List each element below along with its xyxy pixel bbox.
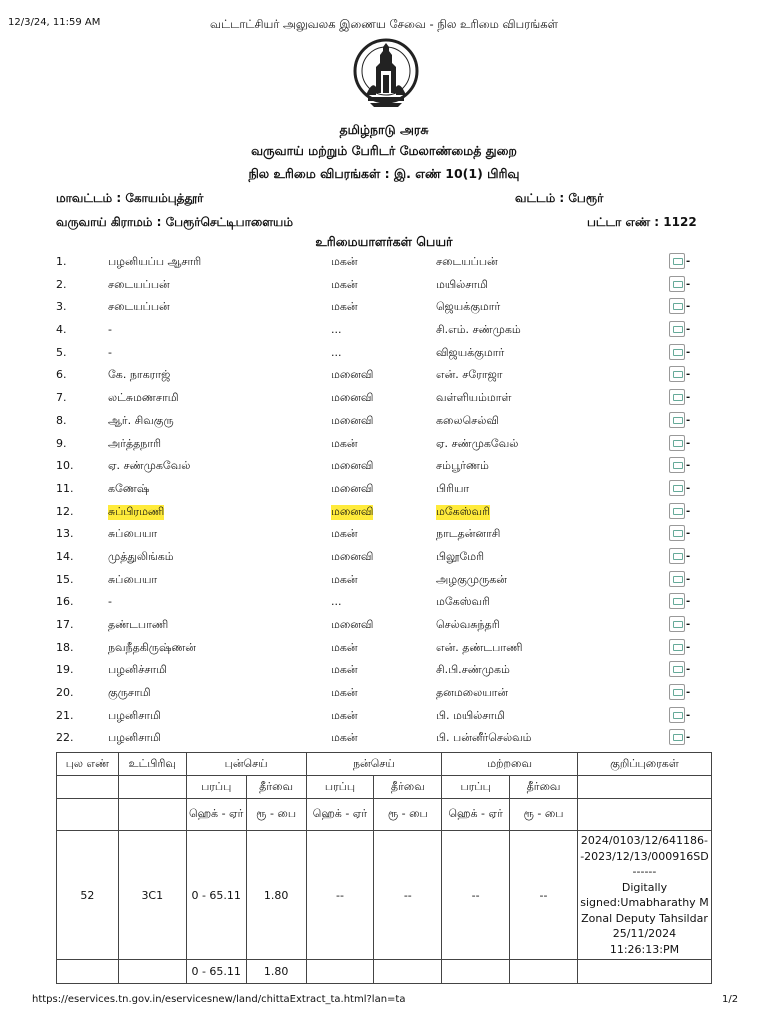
subheader-tax: தீர்வை [510,776,578,799]
owner-relation: மகன் [331,731,358,745]
page-number: 1/2 [722,994,739,1005]
remarks-cell [577,831,711,960]
owner-name: பழனிசாமி [108,731,161,745]
owner-number: 11. [56,481,74,495]
list-item [56,593,716,616]
unit-area: ஹெக் - ஏர் [442,799,510,831]
owner-relation: மனைவி [331,549,374,563]
relative-name: மகேஸ்வரி [436,595,490,609]
tamilnadu-emblem-icon [352,37,420,111]
owner-name: சுப்பையா [108,572,158,586]
broken-image-icon: - [669,321,691,338]
list-item [56,729,716,752]
owner-number: 10. [56,459,74,473]
owner-relation: ... [331,323,342,337]
relative-name: சி.பி.சண்முகம் [436,663,510,677]
owner-number: 18. [56,640,74,654]
relative-name: பி. மயில்சாமி [436,708,505,722]
relative-name: சி.எம். சண்முகம் [436,323,521,337]
owner-name: பழனிச்சாமி [108,663,167,677]
list-item [56,253,716,276]
relative-name: செல்வசுந்தரி [436,618,500,631]
owner-name: கே. நாகராஜ் [108,368,171,382]
unit-tax: ரூ - பை [374,799,442,831]
relative-name: அழகுமுருகன் [436,572,507,586]
owner-number: 20. [56,686,74,700]
relative-name: என். சரோஜா [436,368,503,382]
broken-image-icon: - [669,639,691,656]
broken-image-icon: - [669,707,691,724]
document-heading: நில உரிமை விபரங்கள் : இ. எண் 10(1) பிரிவு [248,166,520,181]
subdivision: 3C1 [118,831,186,960]
broken-image-icon: - [669,525,691,542]
owner-name: பழனியப்ப ஆசாரி [108,255,202,268]
list-item [56,344,716,367]
page-title: வட்டாட்சியர் அலுவலக இணைய சேவை - நில உரிமை விபரங்கள் [210,17,558,31]
owner-relation: மனைவி [331,391,374,405]
owner-number: 13. [56,527,74,541]
list-item [56,435,716,458]
total-punsei-area: 0 - 65.11 [186,960,246,984]
relative-name: என். தண்டபாணி [436,640,523,654]
unit-tax: ரூ - பை [510,799,578,831]
owner-relation: மகன் [331,640,358,654]
table-total-row [57,960,712,984]
owner-name: ஏ. சண்முகவேல் [108,459,191,473]
remarks-line: Zonal Deputy Tahsildar [581,911,708,925]
list-item [56,366,716,389]
print-datetime: 12/3/24, 11:59 AM [8,17,101,28]
table-header-row [57,753,712,776]
relative-name: தனமலையான் [436,686,509,700]
broken-image-icon: - [669,457,691,474]
broken-image-icon: - [669,616,691,633]
nansei-area: -- [306,831,374,960]
owner-name: சடையப்பன் [108,300,170,314]
owner-relation: மகன் [331,527,358,541]
owner-relation: மகன் [331,663,358,677]
relative-name: மயில்சாமி [436,277,488,291]
relative-name: நாடதன்னாசி [436,527,501,541]
list-item [56,480,716,503]
broken-image-icon: - [669,661,691,678]
header-survey-number: புல எண் [57,753,119,776]
table-row [57,831,712,960]
patta-number: பட்டா எண் : 1122 [587,215,697,229]
subheader-tax: தீர்வை [374,776,442,799]
relative-name: வள்ளியம்மாள் [436,391,512,405]
survey-number: 52 [57,831,119,960]
remarks-line: 11:26:13:PM [609,942,680,956]
owner-name: - [108,345,112,359]
relative-name: சம்பூர்ணம் [436,459,489,473]
header-punsei: புன்செய் [186,753,306,776]
relative-name: சடையப்பன் [436,255,498,268]
table-units-row [57,799,712,831]
owner-number: 12. [56,504,74,518]
owner-relation: மனைவி [331,618,374,631]
list-item [56,412,716,435]
list-item [56,707,716,730]
relative-name: கலைசெல்வி [436,413,499,427]
owner-number: 17. [56,618,74,631]
owner-number: 14. [56,549,74,563]
owner-relation: மகன் [331,708,358,722]
punsei-area: 0 - 65.11 [186,831,246,960]
owner-number: 16. [56,595,74,609]
owner-number: 7. [56,391,67,405]
list-item [56,639,716,662]
owner-number: 9. [56,436,67,450]
header-others: மற்றவை [442,753,578,776]
list-item [56,298,716,321]
table-subheader-row [57,776,712,799]
owner-relation: மகன் [331,572,358,586]
subheader-area: பரப்பு [186,776,246,799]
land-details-table [56,752,712,984]
owner-name: தண்டபாணி [108,618,169,631]
remarks-line: Digitally [621,880,668,894]
owner-name: நவநீதகிருஷ்ணன் [108,640,196,654]
list-item [56,457,716,480]
owner-relation: மனைவி [331,504,374,518]
department-heading: வருவாய் மற்றும் பேரிடர் மேலாண்மைத் துறை [251,143,517,158]
owner-relation: மகன் [331,436,358,450]
owner-name: - [108,323,112,337]
village-label: வருவாய் கிராமம் : பேரூர்செட்டிபாளையம் [56,215,293,229]
owner-number: 3. [56,300,67,314]
owner-name: சுப்பையா [108,527,158,541]
others-area: -- [442,831,510,960]
broken-image-icon: - [669,253,691,270]
broken-image-icon: - [669,389,691,406]
owner-name: - [108,595,112,609]
remarks-line: ------ [632,865,657,878]
broken-image-icon: - [669,344,691,361]
list-item [56,548,716,571]
govt-heading: தமிழ்நாடு அரசு [339,122,429,137]
broken-image-icon: - [669,412,691,429]
owner-number: 6. [56,368,67,382]
remarks-line: -2023/12/13/000916SD [580,849,709,863]
list-item [56,661,716,684]
relative-name: பிலூமேரி [436,549,485,563]
broken-image-icon: - [669,729,691,746]
relative-name: பி. பன்னீர்செல்வம் [436,731,532,745]
nansei-tax: -- [374,831,442,960]
owner-relation: மகன் [331,686,358,700]
subheader-area: பரப்பு [306,776,374,799]
list-item [56,571,716,594]
unit-tax: ரூ - பை [246,799,306,831]
owner-number: 4. [56,323,67,337]
broken-image-icon: - [669,480,691,497]
owner-relation: மகன் [331,255,358,268]
owner-relation: மகன் [331,277,358,291]
broken-image-icon: - [669,276,691,293]
owner-relation: ... [331,345,342,359]
list-item [56,276,716,299]
district-label: மாவட்டம் : கோயம்புத்தூர் [56,191,204,205]
others-tax: -- [510,831,578,960]
header-remarks: குறிப்புரைகள் [577,753,711,776]
subheader-tax: தீர்வை [246,776,306,799]
taluk-label: வட்டம் : பேரூர் [515,191,604,205]
owner-name: பழனிசாமி [108,708,161,722]
broken-image-icon: - [669,435,691,452]
list-item [56,389,716,412]
total-punsei-tax: 1.80 [246,960,306,984]
broken-image-icon: - [669,366,691,383]
owner-number: 5. [56,345,67,359]
owner-name: சடையப்பன் [108,277,170,291]
broken-image-icon: - [669,593,691,610]
owner-number: 2. [56,277,67,291]
owner-name: கணேஷ் [108,481,150,495]
relative-name: ஜெயக்குமார் [436,300,501,314]
relative-name: மகேஸ்வரி [436,504,490,518]
subheader-area: பரப்பு [442,776,510,799]
relative-name: பிரியா [436,481,470,495]
list-item [56,684,716,707]
remarks-line: 2024/0103/12/641186- [580,834,708,847]
broken-image-icon: - [669,503,691,520]
broken-image-icon: - [669,571,691,588]
list-item [56,525,716,548]
relative-name: விஜயக்குமார் [436,345,505,359]
owners-list [56,253,716,752]
owner-number: 15. [56,572,74,586]
header-nansei: நன்செய் [306,753,442,776]
relative-name: ஏ. சண்முகவேல் [436,436,519,450]
owner-relation: மனைவி [331,459,374,473]
owner-relation: ... [331,595,342,609]
owner-number: 8. [56,413,67,427]
owner-number: 21. [56,708,74,722]
owner-name: லட்சுமணசாமி [108,391,179,405]
owner-relation: மகன் [331,300,358,314]
owner-name: சுப்பிரமணி [108,504,165,518]
list-item [56,321,716,344]
owner-name: அர்த்தநாரி [108,436,162,450]
owner-number: 1. [56,255,67,268]
owner-name: ஆர். சிவகுரு [108,413,174,427]
owner-name: முத்துலிங்கம் [108,549,174,563]
unit-area: ஹெக் - ஏர் [306,799,374,831]
unit-area: ஹெக் - ஏர் [186,799,246,831]
remarks-line: 25/11/2024 [612,927,677,940]
remarks-line: signed:Umabharathy M [580,896,709,909]
punsei-tax: 1.80 [246,831,306,960]
broken-image-icon: - [669,548,691,565]
list-item-highlighted [56,503,716,526]
header-subdivision: உட்பிரிவு [118,753,186,776]
owner-relation: மனைவி [331,413,374,427]
broken-image-icon: - [669,684,691,701]
owner-number: 22. [56,731,74,745]
owner-relation: மனைவி [331,481,374,495]
page-url: https://eservices.tn.gov.in/eservicesnew/land/chittaExtract_ta.html?lan=ta [32,994,406,1005]
list-item [56,616,716,639]
owners-heading: உரிமையாளர்கள் பெயர் [315,234,453,249]
broken-image-icon: - [669,298,691,315]
owner-number: 19. [56,663,74,677]
owner-relation: மனைவி [331,368,374,382]
owner-name: குருசாமி [108,686,151,700]
